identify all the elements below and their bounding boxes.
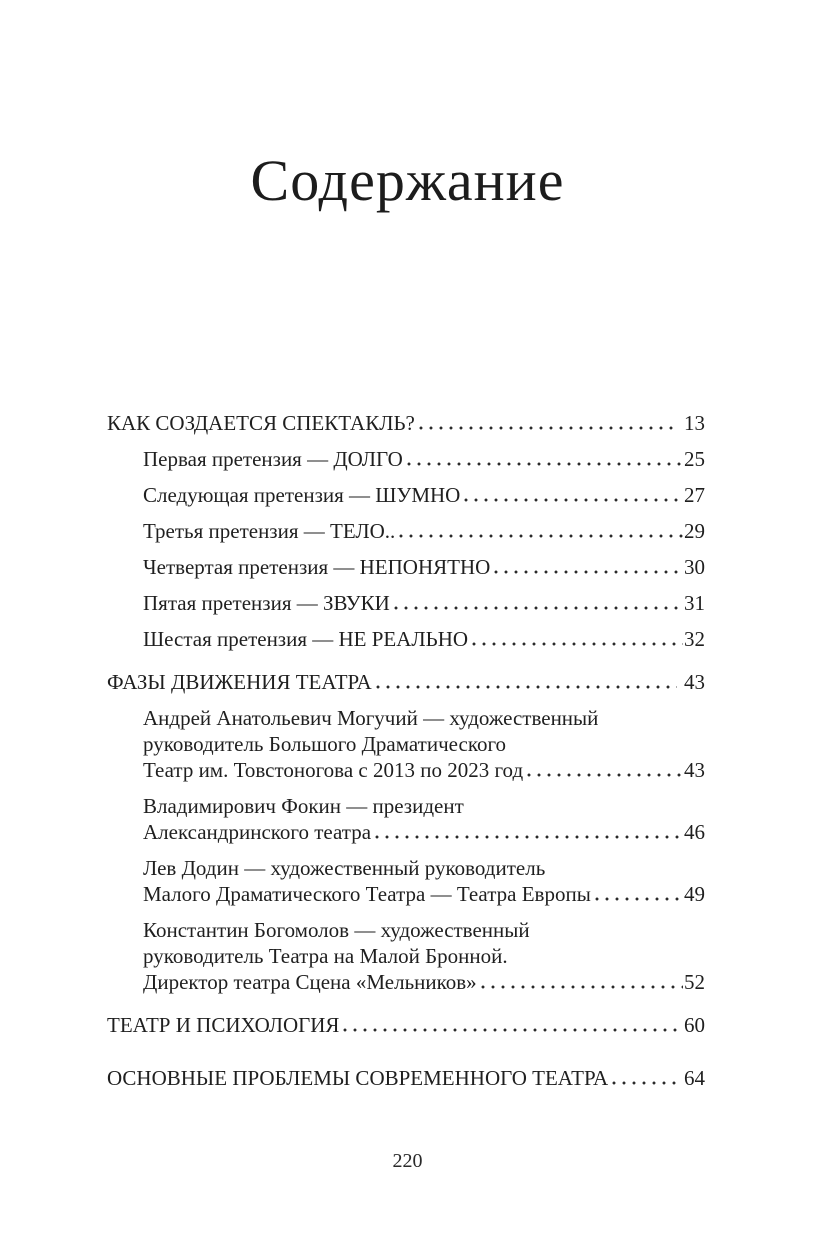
folio-page-number: 220 <box>392 1150 423 1172</box>
toc-section-entry <box>107 410 705 436</box>
toc-section-entry <box>107 669 705 695</box>
toc-sub-entry <box>107 917 705 995</box>
toc-entry-line <box>143 731 705 757</box>
toc-entry-line <box>143 757 705 783</box>
toc-entry-text: ОСНОВНЫЕ ПРОБЛЕМЫ СОВРЕМЕННОГО ТЕАТРА <box>107 1066 609 1090</box>
toc-entry-line <box>107 669 705 695</box>
dot-leader <box>472 642 683 646</box>
toc-sub-entry <box>107 554 705 580</box>
toc-entry-line <box>143 705 705 731</box>
toc-page-number: 32 <box>684 627 705 651</box>
toc-entry-text: Первая претензия — ДОЛГО <box>143 447 403 471</box>
toc-entry-text: Четвертая претензия — НЕПОНЯТНО <box>143 555 491 579</box>
toc-entry-text: КАК СОЗДАЕТСЯ СПЕКТАКЛЬ? <box>107 411 415 435</box>
toc-entry-line <box>143 482 705 508</box>
toc-entry-line <box>143 969 705 995</box>
table-of-contents <box>107 410 705 1091</box>
toc-entry-line <box>107 1012 705 1038</box>
toc-entry-text: Пятая претензия — ЗВУКИ <box>143 591 390 615</box>
toc-sub-entry <box>107 705 705 783</box>
toc-entry-text: Владимирович Фокин — президент <box>143 794 464 818</box>
toc-entry-line <box>143 943 705 969</box>
toc-entry-line <box>143 554 705 580</box>
dot-leader <box>419 426 677 430</box>
toc-page-number: 27 <box>684 483 705 507</box>
toc-entry-text: Директор театра Сцена «Мельников» <box>143 970 477 994</box>
toc-entry-text: руководитель Театра на Малой Бронной. <box>143 944 508 968</box>
dot-leader <box>376 685 677 689</box>
dot-leader <box>399 534 683 538</box>
dot-leader <box>612 1081 677 1085</box>
toc-page-number: 60 <box>684 1013 705 1037</box>
toc-entry-line <box>107 410 705 436</box>
toc-entry-text: Театр им. Товстоногова с 2013 по 2023 год <box>143 758 524 782</box>
toc-page-number: 25 <box>684 447 705 471</box>
dot-leader <box>464 498 683 502</box>
toc-entry-line <box>143 518 705 544</box>
toc-entry-text: Александринского театра <box>143 820 372 844</box>
toc-page-number: 43 <box>684 758 705 782</box>
toc-entry-text: Малого Драматического Театра — Театра Европы <box>143 882 591 906</box>
dot-leader <box>595 897 683 901</box>
dot-leader <box>343 1028 677 1032</box>
toc-entry-text: ТЕАТР И ПСИХОЛОГИЯ <box>107 1013 340 1037</box>
toc-page-number: 31 <box>684 591 705 615</box>
toc-page-number: 13 <box>684 411 705 435</box>
toc-page-number: 30 <box>684 555 705 579</box>
toc-page-number: 49 <box>684 882 705 906</box>
toc-sub-entry <box>107 518 705 544</box>
toc-entry-text: Третья претензия — ТЕЛО.. <box>143 519 396 543</box>
toc-sub-entry <box>107 482 705 508</box>
toc-sub-entry <box>107 590 705 616</box>
toc-entry-text: руководитель Большого Драматического <box>143 732 507 756</box>
toc-entry-line <box>143 917 705 943</box>
toc-entry-text: ФАЗЫ ДВИЖЕНИЯ ТЕАТРА <box>107 670 372 694</box>
toc-entry-line <box>143 626 705 652</box>
toc-entry-text: Следующая претензия — ШУМНО <box>143 483 461 507</box>
page-title: Содержание <box>250 148 565 213</box>
toc-sub-entry <box>107 793 705 845</box>
toc-entry-text: Шестая претензия — НЕ РЕАЛЬНО <box>143 627 469 651</box>
toc-page-number: 46 <box>684 820 705 844</box>
toc-entry-text: Лев Додин — художественный руководитель <box>143 856 546 880</box>
toc-page-number: 64 <box>684 1066 705 1090</box>
toc-sub-entry <box>107 446 705 472</box>
toc-page-number: 29 <box>684 519 705 543</box>
dot-leader <box>407 462 683 466</box>
toc-sub-entry <box>107 855 705 907</box>
toc-entry-text: Андрей Анатольевич Могучий — художественный <box>143 706 599 730</box>
dot-leader <box>481 985 683 989</box>
dot-leader <box>494 570 683 574</box>
toc-section-entry <box>107 1065 705 1091</box>
dot-leader <box>527 773 683 777</box>
toc-sub-entry <box>107 626 705 652</box>
toc-entry-line <box>143 793 705 819</box>
toc-entry-line <box>143 881 705 907</box>
toc-entry-line <box>143 819 705 845</box>
dot-leader <box>375 835 683 839</box>
toc-entry-line <box>107 1065 705 1091</box>
toc-entry-line <box>143 446 705 472</box>
toc-page-number: 52 <box>684 970 705 994</box>
toc-page-number: 43 <box>684 670 705 694</box>
toc-section-entry <box>107 1012 705 1038</box>
dot-leader <box>394 606 683 610</box>
toc-entry-text: Константин Богомолов — художественный <box>143 918 530 942</box>
toc-entry-line <box>143 855 705 881</box>
toc-entry-line <box>143 590 705 616</box>
